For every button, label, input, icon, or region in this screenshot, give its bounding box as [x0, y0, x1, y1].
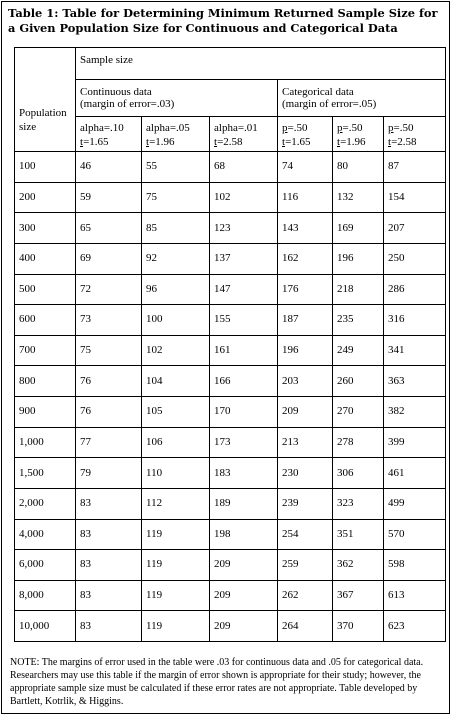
column-header-3 — [210, 117, 278, 152]
p-symbol: p — [388, 122, 394, 134]
sample-size-cell: 278 — [333, 427, 384, 458]
sample-size-cell: 207 — [384, 213, 446, 244]
sample-size-cell: 183 — [210, 458, 278, 489]
table-row — [15, 519, 446, 550]
sample-size-cell: 68 — [210, 152, 278, 183]
column-header-line2 — [388, 135, 445, 149]
sample-size-cell: 83 — [76, 488, 142, 519]
population-cell: 6,000 — [15, 550, 76, 581]
column-header-2 — [142, 117, 210, 152]
population-cell: 1,500 — [15, 458, 76, 489]
sample-size-cell: 75 — [76, 335, 142, 366]
sample-size-label: Sample size — [80, 54, 133, 66]
population-cell: 800 — [15, 366, 76, 397]
column-header-line2 — [282, 135, 332, 149]
sample-size-cell: 123 — [210, 213, 278, 244]
t-symbol: t — [80, 136, 84, 148]
sample-size-cell: 147 — [210, 274, 278, 305]
p-value: =.50 — [287, 122, 308, 134]
t-value: =1.65 — [83, 136, 109, 148]
sample-size-cell: 461 — [384, 458, 446, 489]
sample-size-cell: 55 — [142, 152, 210, 183]
sample-size-cell: 72 — [76, 274, 142, 305]
sample-size-cell: 119 — [142, 550, 210, 581]
t-symbol: t — [214, 136, 218, 148]
column-header-5 — [333, 117, 384, 152]
sample-size-cell: 77 — [76, 427, 142, 458]
sample-size-cell: 73 — [76, 305, 142, 336]
population-size-header: Population size — [15, 48, 76, 152]
column-header-1 — [76, 117, 142, 152]
sample-size-cell: 87 — [384, 152, 446, 183]
sample-size-cell: 59 — [76, 182, 142, 213]
population-cell: 200 — [15, 182, 76, 213]
sample-size-cell: 102 — [142, 335, 210, 366]
population-cell: 1,000 — [15, 427, 76, 458]
t-value: =2.58 — [391, 136, 417, 148]
sample-size-cell: 209 — [278, 397, 333, 428]
sample-size-cell: 46 — [76, 152, 142, 183]
sample-size-cell: 169 — [333, 213, 384, 244]
sample-size-cell: 155 — [210, 305, 278, 336]
sample-size-cell: 176 — [278, 274, 333, 305]
sample-size-cell: 382 — [384, 397, 446, 428]
column-header-line1: alpha=.05 — [146, 122, 190, 134]
column-header-line2 — [80, 135, 141, 149]
sample-size-cell: 259 — [278, 550, 333, 581]
continuous-data-header — [76, 80, 278, 117]
column-header-6 — [384, 117, 446, 152]
sample-size-cell: 92 — [142, 243, 210, 274]
sample-size-cell: 250 — [384, 243, 446, 274]
sample-size-cell: 316 — [384, 305, 446, 336]
sample-size-cell: 198 — [210, 519, 278, 550]
sample-size-cell: 399 — [384, 427, 446, 458]
sample-size-cell: 116 — [278, 182, 333, 213]
sample-size-cell: 119 — [142, 580, 210, 611]
sample-size-cell: 119 — [142, 611, 210, 642]
sample-size-cell: 209 — [210, 550, 278, 581]
column-header-line1 — [388, 121, 445, 135]
population-cell: 900 — [15, 397, 76, 428]
table-row — [15, 274, 446, 305]
sample-size-cell: 623 — [384, 611, 446, 642]
population-cell: 10,000 — [15, 611, 76, 642]
sample-size-cell: 213 — [278, 427, 333, 458]
categorical-data-header — [278, 80, 446, 117]
p-symbol: p — [337, 122, 343, 134]
column-header-row — [15, 117, 446, 152]
table-row — [15, 550, 446, 581]
t-symbol: t — [337, 136, 341, 148]
sample-size-cell: 196 — [278, 335, 333, 366]
sample-size-cell: 106 — [142, 427, 210, 458]
population-cell: 600 — [15, 305, 76, 336]
population-cell: 400 — [15, 243, 76, 274]
sample-size-cell: 85 — [142, 213, 210, 244]
sample-size-cell: 65 — [76, 213, 142, 244]
sample-size-cell: 173 — [210, 427, 278, 458]
sample-size-cell: 306 — [333, 458, 384, 489]
sample-size-cell: 189 — [210, 488, 278, 519]
sample-size-cell: 370 — [333, 611, 384, 642]
population-cell: 4,000 — [15, 519, 76, 550]
column-header-4 — [278, 117, 333, 152]
population-cell: 300 — [15, 213, 76, 244]
table-row — [15, 458, 446, 489]
sample-size-cell: 249 — [333, 335, 384, 366]
column-header-line2 — [146, 135, 209, 149]
table-row — [15, 243, 446, 274]
sample-size-cell: 187 — [278, 305, 333, 336]
t-value: =1.96 — [149, 136, 175, 148]
categorical-margin-label: (margin of error=.05) — [282, 98, 377, 110]
sample-size-cell: 363 — [384, 366, 446, 397]
sample-size-cell: 499 — [384, 488, 446, 519]
sample-size-cell: 170 — [210, 397, 278, 428]
sample-size-cell: 323 — [333, 488, 384, 519]
document-frame — [1, 1, 450, 714]
table-note: NOTE: The margins of error used in the table were .03 for continuous data and .05 for categorical data. Researchers may use this table if the margin of error shown is appropriate for their study; however, the appropriate sample size must be calculated if these error rates are not appropriate. Table developed by Bartlett, Kotrlik, & Higgins. — [10, 657, 424, 707]
sample-size-cell: 196 — [333, 243, 384, 274]
sample-size-cell: 74 — [278, 152, 333, 183]
t-symbol: t — [388, 136, 392, 148]
sample-size-cell: 143 — [278, 213, 333, 244]
t-value: =1.65 — [285, 136, 311, 148]
sample-size-cell: 218 — [333, 274, 384, 305]
continuous-data-label: Continuous data — [80, 86, 152, 98]
table-row — [15, 305, 446, 336]
sample-size-cell: 137 — [210, 243, 278, 274]
p-value: =.50 — [393, 122, 414, 134]
sample-size-cell: 83 — [76, 580, 142, 611]
p-symbol: p — [282, 122, 288, 134]
continuous-margin-label: (margin of error=.03) — [80, 98, 175, 110]
sample-size-cell: 104 — [142, 366, 210, 397]
sample-size-cell: 83 — [76, 550, 142, 581]
categorical-data-label: Categorical data — [282, 86, 354, 98]
sample-size-cell: 132 — [333, 182, 384, 213]
t-value: =2.58 — [217, 136, 243, 148]
sample-size-cell: 613 — [384, 580, 446, 611]
sample-size-header — [76, 48, 446, 80]
column-header-line2 — [214, 135, 277, 149]
column-header-line1 — [282, 121, 332, 135]
population-cell: 2,000 — [15, 488, 76, 519]
sample-size-cell: 69 — [76, 243, 142, 274]
sample-size-cell: 80 — [333, 152, 384, 183]
sample-size-cell: 96 — [142, 274, 210, 305]
sample-size-table — [14, 47, 446, 642]
sample-size-cell: 154 — [384, 182, 446, 213]
sample-size-cell: 83 — [76, 611, 142, 642]
table-row — [15, 182, 446, 213]
column-header-line2 — [337, 135, 383, 149]
table-row — [15, 213, 446, 244]
sample-size-cell: 270 — [333, 397, 384, 428]
table-row — [15, 335, 446, 366]
sample-size-cell: 83 — [76, 519, 142, 550]
sample-size-cell: 162 — [278, 243, 333, 274]
population-cell: 700 — [15, 335, 76, 366]
sample-size-cell: 239 — [278, 488, 333, 519]
table-row — [15, 366, 446, 397]
sample-size-cell: 102 — [210, 182, 278, 213]
sample-size-cell: 230 — [278, 458, 333, 489]
sample-size-cell: 166 — [210, 366, 278, 397]
sample-size-cell: 351 — [333, 519, 384, 550]
sample-size-cell: 110 — [142, 458, 210, 489]
column-header-line1: alpha=.01 — [214, 122, 258, 134]
sample-size-cell: 100 — [142, 305, 210, 336]
column-header-line1: alpha=.10 — [80, 122, 124, 134]
sample-size-cell: 105 — [142, 397, 210, 428]
table-container — [14, 47, 445, 642]
sample-size-cell: 112 — [142, 488, 210, 519]
sample-size-cell: 362 — [333, 550, 384, 581]
table-row — [15, 397, 446, 428]
t-symbol: t — [146, 136, 150, 148]
population-cell: 100 — [15, 152, 76, 183]
sample-size-cell: 598 — [384, 550, 446, 581]
sample-size-cell: 570 — [384, 519, 446, 550]
population-cell: 500 — [15, 274, 76, 305]
sample-size-cell: 260 — [333, 366, 384, 397]
sample-size-cell: 286 — [384, 274, 446, 305]
sample-size-cell: 75 — [142, 182, 210, 213]
sample-size-cell: 262 — [278, 580, 333, 611]
sample-size-cell: 264 — [278, 611, 333, 642]
sample-size-cell: 235 — [333, 305, 384, 336]
table-row — [15, 152, 446, 183]
table-row — [15, 488, 446, 519]
table-body — [15, 152, 446, 642]
sample-size-cell: 203 — [278, 366, 333, 397]
table-row — [15, 427, 446, 458]
sample-size-cell: 209 — [210, 611, 278, 642]
column-header-line1 — [337, 121, 383, 135]
sample-size-cell: 119 — [142, 519, 210, 550]
sample-size-cell: 79 — [76, 458, 142, 489]
sample-size-cell: 76 — [76, 366, 142, 397]
population-cell: 8,000 — [15, 580, 76, 611]
sample-size-cell: 209 — [210, 580, 278, 611]
sample-size-cell: 341 — [384, 335, 446, 366]
table-title: Table 1: Table for Determining Minimum Returned Sample Size for a Given Population Size for Continuous and Categorical Data — [8, 6, 438, 35]
table-row — [15, 611, 446, 642]
p-value: =.50 — [342, 122, 363, 134]
sample-size-cell: 367 — [333, 580, 384, 611]
t-value: =1.96 — [340, 136, 366, 148]
sample-size-cell: 254 — [278, 519, 333, 550]
table-row — [15, 580, 446, 611]
t-symbol: t — [282, 136, 286, 148]
sample-size-cell: 76 — [76, 397, 142, 428]
sample-size-cell: 161 — [210, 335, 278, 366]
